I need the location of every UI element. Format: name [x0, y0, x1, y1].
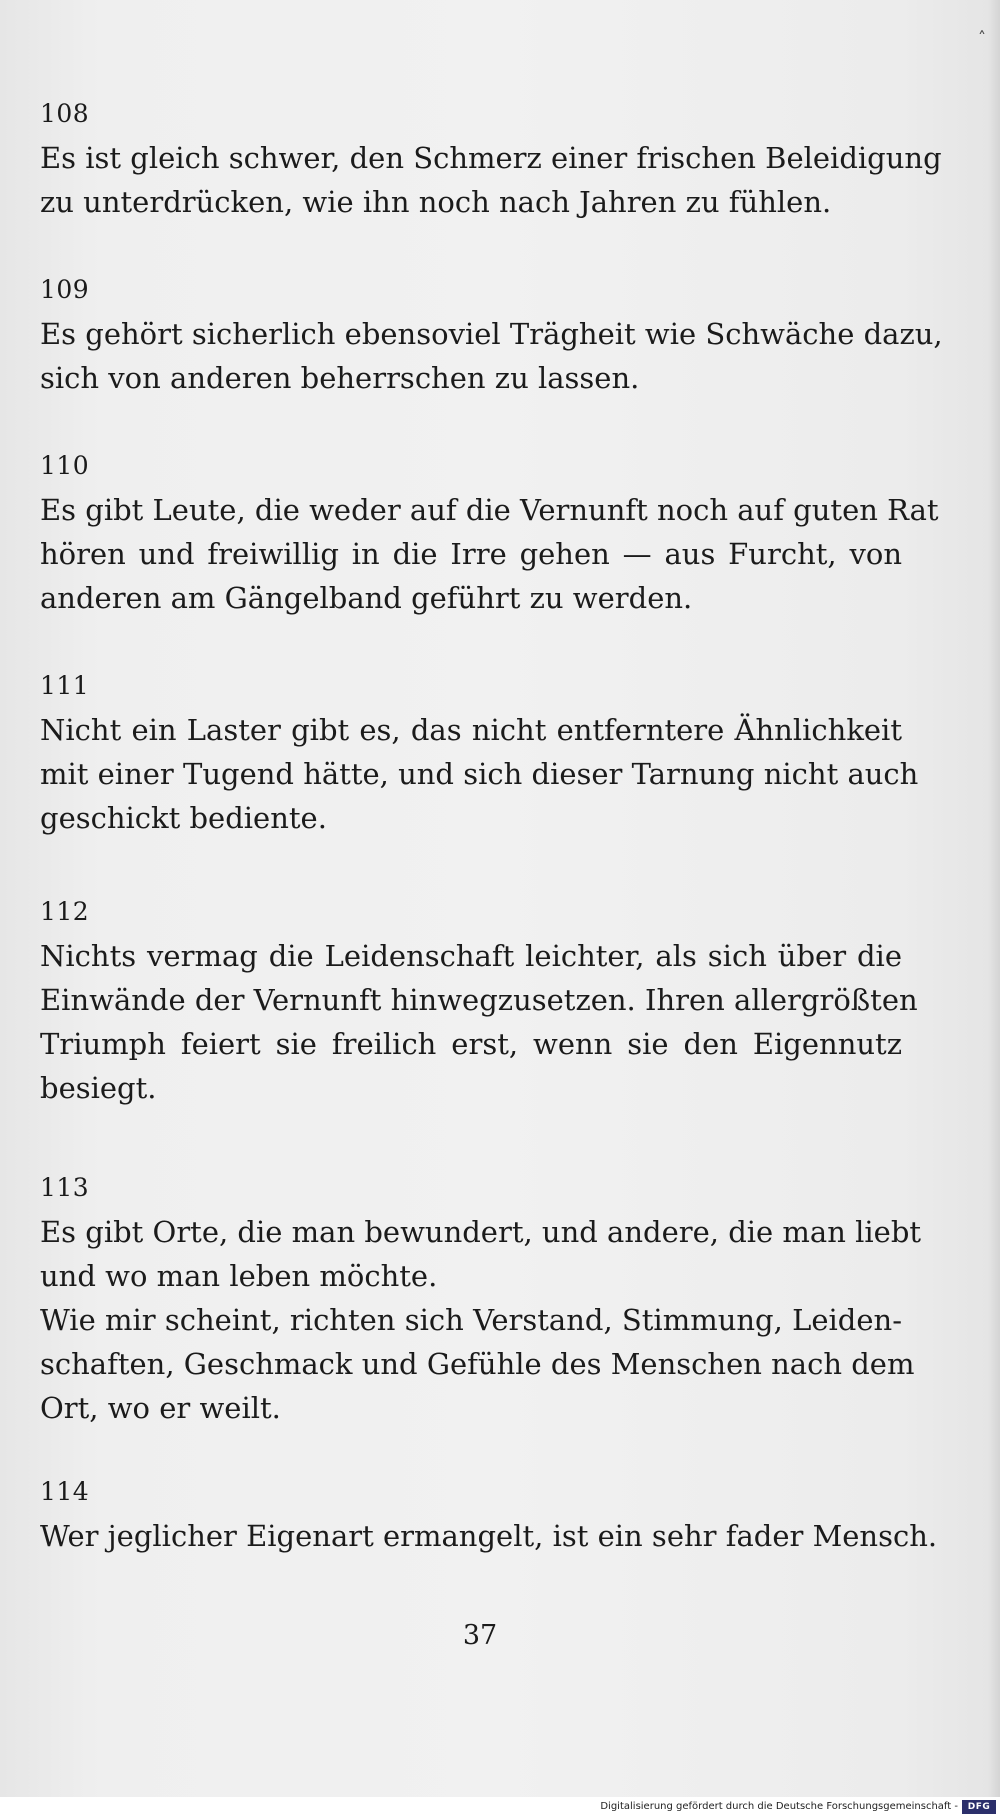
text-line: Wer jeglicher Eigenart ermangelt, ist ein sehr fader Mensch. — [40, 1519, 938, 1553]
aphorism-109 — [40, 272, 943, 400]
aphorism-110 — [40, 448, 939, 620]
aphorism-113 — [40, 1170, 922, 1430]
corner-mark: ˄ — [978, 28, 986, 47]
text-line: Es gehört sicherlich ebensoviel Trägheit wie Schwäche dazu, — [40, 317, 943, 351]
footer-credit: Digitalisierung gefördert durch die Deutsche Forschungsgemeinschaft - — [600, 1801, 958, 1812]
text-line: Es gibt Orte, die man bewundert, und andere, die man liebt — [40, 1215, 922, 1249]
text-line: Nichts vermag die Leidenschaft leichter, als sich über die — [40, 939, 902, 973]
aphorism-number: 109 — [40, 275, 90, 304]
text-line: Ort, wo er weilt. — [40, 1391, 281, 1425]
aphorism-number: 113 — [40, 1173, 90, 1202]
text-line: mit einer Tugend hätte, und sich dieser Tarnung nicht auch — [40, 757, 919, 791]
aphorism-number: 108 — [40, 99, 90, 128]
text-line: besiegt. — [40, 1071, 157, 1105]
text-line: Wie mir scheint, richten sich Verstand, Stimmung, Leiden- — [40, 1303, 902, 1337]
text-line: Es ist gleich schwer, den Schmerz einer frischen Beleidigung — [40, 141, 942, 175]
aphorism-number: 112 — [40, 897, 90, 926]
text-line: hören und freiwillig in die Irre gehen — aus Furcht, von — [40, 537, 902, 571]
text-line: sich von anderen beherrschen zu lassen. — [40, 361, 640, 395]
text-line: Es gibt Leute, die weder auf die Vernunft noch auf guten Rat — [40, 493, 939, 527]
aphorism-108 — [40, 96, 942, 224]
text-line: anderen am Gängelband geführt zu werden. — [40, 581, 693, 615]
aphorism-111 — [40, 668, 919, 840]
text-line: schaften, Geschmack und Gefühle des Menschen nach dem — [40, 1347, 915, 1381]
text-line: Einwände der Vernunft hinwegzusetzen. Ihren allergrößten — [40, 983, 918, 1017]
page-edge-shadow — [988, 0, 1000, 1797]
aphorism-number: 111 — [40, 671, 90, 700]
aphorism-number: 110 — [40, 451, 90, 480]
dfg-logo-icon: DFG — [962, 1800, 996, 1814]
aphorism-114 — [40, 1474, 938, 1558]
aphorism-number: 114 — [40, 1477, 90, 1506]
text-line: und wo man leben möchte. — [40, 1259, 438, 1293]
text-line: zu unterdrücken, wie ihn noch nach Jahren zu fühlen. — [40, 185, 832, 219]
text-line: geschickt bediente. — [40, 801, 327, 835]
text-line: Nicht ein Laster gibt es, das nicht entferntere Ähnlichkeit — [40, 713, 902, 747]
page-content — [40, 96, 943, 1558]
text-line: Triumph feiert sie freilich erst, wenn sie den Eigennutz — [40, 1027, 902, 1061]
footer-bar — [0, 1797, 1000, 1818]
page-number: 37 — [462, 1620, 498, 1651]
aphorism-112 — [40, 894, 918, 1110]
